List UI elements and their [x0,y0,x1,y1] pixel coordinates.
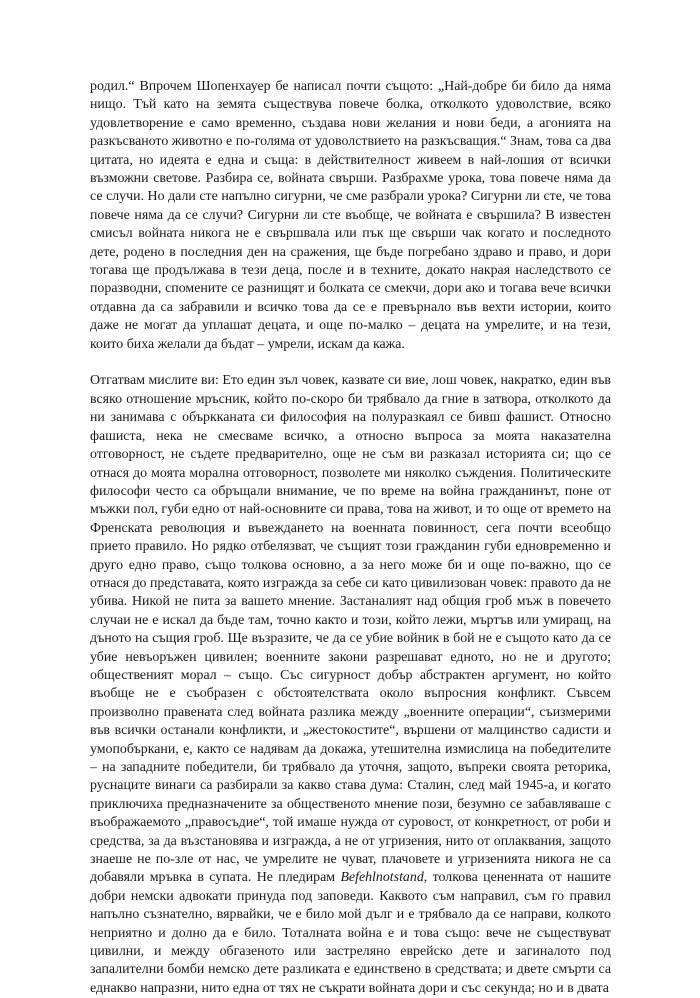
document-page [90,78,611,998]
paragraph-2-text-start: Отгатвам мислите ви: Ето един зъл човек, казвате си вие, лош човек, накратко, един във всяко отношение мръсник, който по-скоро би трябвало да гние в затвора, отколкото да ни занимава с объркканата си философия на полуразкаял се бивш фашист. Относно фашиста, нека не смесваме всичко, а относно въпроса за моята наказателна отговорност, не съдете предварително, още не съм ви разказал историята си; що се отнася до моята морална отговорност, позволете ми няколко съждения. Политическите философи често са обръщали внимание, че по време на война гражданинът, поне от мъжки пол, губи едно от най-основните си права, това на живот, и то още от времето на Френската революция и въвеждането на военната повинност, сега почти всеобщо прието правило. Но рядко отбелязват, че същият този гражданин губи едновременно и друго едно право, също толкова основно, а за него може би и още по-важно, що се отнася до представата, която изгражда за себе си като цивилизован човек: правото да не убива. Никой не пита за вашето мнение. Застаналият над общия гроб мъж в повечето случаи не е искал да бъде там, точно както и този, който лежи, мъртъв или умиращ, на дъното на същия гроб. Ще възразите, че да се убие войник в бой не е същото като да се убие невъоръжен цивилен; военните закони разрешават едното, но не и другото; общественият морал – също. Със сигурност добър абстрактен аргумент, но който въобще не е съобразен с обстоятелствата около въпросния конфликт. Съвсем произволно правената след войната разлика между „военните операции“, съизмерими във всички останали конфликти, и „жестокостите“, вършени от малцинство садисти и умопобъркани, е, както се надявам да докажа, утешителна измислица на победителите – на западните победители, би трябвало да уточня, защото, въпреки своята реторика, руснаците винаги са разбирали за какво става дума: Сталин, след май 1945-а, и когато приключиха предназначените за общественото мнение пози, безумно се забавляваше с въображаемото „правосъдие“, той имаше нужда от суровост, от конкретност, от роби и средства, за да възстановява и изгражда, а не от угризения, нито от оплаквания, защото знаеше не по-зле от нас, че умрелите не чуват, плачовете и угризенията никога не са добавяли мръвка в супата. Не пледирам [90,373,611,886]
italic-term: Befehlnotstand [340,870,424,886]
paragraph-2-text-end: , толкова цененната от нашите добри немски адвокати принуда под заповеди. Каквото съм направил, съм го правил напълно съзнателно, вярвайки, че е било мой дълг и е трябвало да се направи, колкото неприятно и долно да е било. Тоталната война е и това също: вече не съществуват цивилни, и между обгазеното или застреляно еврейско дете и загиналото под запалителни бомби немско дете разликата е единствено в средствата; и двете смърти са еднакво напразни, нито една от тях не съкрати войната дори и със секунда; но и в двата [90,870,611,996]
paragraph-1: родил.“ Впрочем Шопенхауер бе написал почти същото: „Най-добре би било да няма нищо. Тъй като на земята съществува повече болка, отколкото удоволствие, всяко удовлетворение е само временно, създава нови желания и нови беди, а агонията на разкъсваното животно е по-голяма от удоволствието на разкъсващия.“ Знам, това са два цитата, но идеята е една и съща: в действителност живеем в най-лошия от всички възможни светове. Разбира се, войната свърши. Разбрахме урока, това повече няма да се случи. Но дали сте напълно сигурни, че сме разбрали урока? Сигурни ли сте, че това повече няма да се случи? Сигурни ли сте въобще, че войната е свършила? В известен смисъл войната никога не е свършвала или пък ще свърши чак когато и последното дете, родено в последния ден на сражения, ще бъде погребано здраво и право, и дори тогава ще продължава в тези деца, после и в техните, докато накрая наследството се поразводни, спомените се разнищят и болката се смекчи, дори ако и тогава вече всички отдавна да са забравили и всичко това да се е превърнало във вехти истории, които даже не могат да уплашат децата, и още по-малко – децата на умрелите, и на тези, които биха желали да бъдат – умрели, искам да кажа. [90,79,611,352]
paragraph-2 [90,372,611,998]
